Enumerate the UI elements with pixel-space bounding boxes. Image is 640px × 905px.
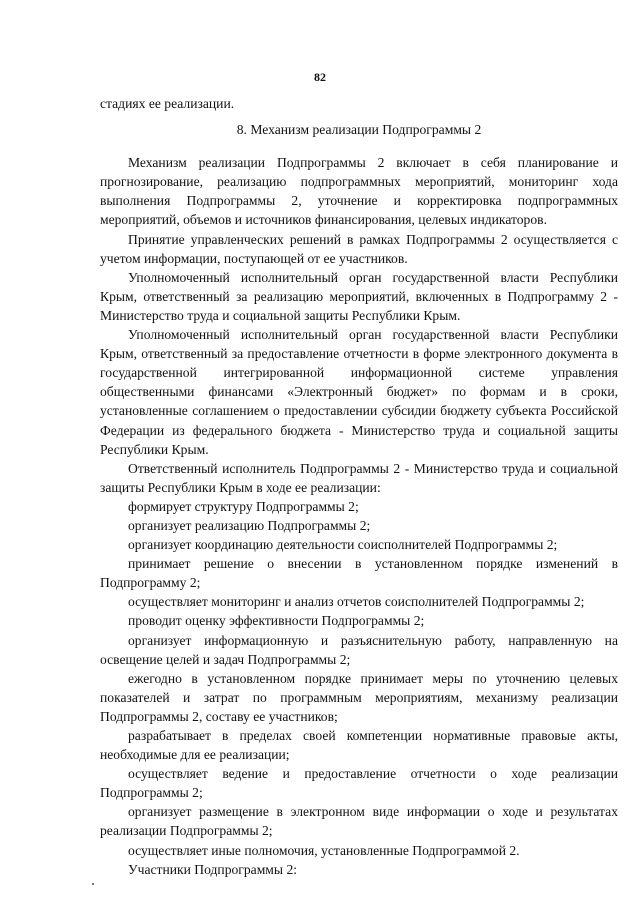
list-item: осуществляет иные полномочия, установленные Подпрограммой 2. xyxy=(128,842,520,858)
list-item: организует информационную и разъяснительную работу, направленную на освещение целей и задач Подпрограммы 2; xyxy=(100,632,618,667)
scan-artifact xyxy=(92,883,94,885)
paragraph-mechanism: Механизм реализации Подпрограммы 2 включает в себя планирование и прогнозирование, реализацию подпрограммных мероприятий, мониторинг хода выполнения Подпрограммы 2, уточнение и корректировка подпрограммных мероприятий, объемов и источников финансирования, целевых индикаторов. xyxy=(100,155,618,228)
document-body xyxy=(100,72,618,879)
participants-heading: Участники Подпрограммы 2: xyxy=(128,861,298,877)
list-item: организует координацию деятельности соисполнителей Подпрограммы 2; xyxy=(128,537,558,553)
list-item: формирует структуру Подпрограммы 2; xyxy=(128,498,359,514)
list-item: проводит оценку эффективности Подпрограммы 2; xyxy=(128,613,425,629)
list-item: осуществляет ведение и предоставление отчетности о ходе реализации Подпрограммы 2; xyxy=(100,766,618,801)
page-number: 82 xyxy=(314,70,326,84)
continuation-text: стадиях ее реализации. xyxy=(100,96,235,111)
list-item: организует размещение в электронном виде информации о ходе и результатах реализации Подпрограммы 2; xyxy=(100,804,618,839)
list-item: осуществляет мониторинг и анализ отчетов соисполнителей Подпрограммы 2; xyxy=(128,594,585,610)
list-item: организует реализацию Подпрограммы 2; xyxy=(128,517,371,533)
paragraph-authorized-body: Уполномоченный исполнительный орган государственной власти Республики Крым, ответственный за реализацию мероприятий, включенных в Подпрограмму 2 - Министерство труда и социальной защиты Республики Крым. xyxy=(100,269,618,323)
list-item: принимает решение о внесении в установленном порядке изменений в Подпрограмму 2; xyxy=(100,556,618,591)
list-item: разрабатывает в пределах своей компетенции нормативные правовые акты, необходимые для ее реализации; xyxy=(100,728,618,763)
section-title: 8. Механизм реализации Подпрограммы 2 xyxy=(236,122,482,138)
paragraph-responsible-executor: Ответственный исполнитель Подпрограммы 2 - Министерство труда и социальной защиты Республики Крым в ходе ее реализации: xyxy=(100,460,618,495)
paragraph-decisions: Принятие управленческих решений в рамках Подпрограммы 2 осуществляется с учетом информации, поступающей от ее участников. xyxy=(100,231,618,266)
list-item: ежегодно в установленном порядке принимает меры по уточнению целевых показателей и затрат по программным мероприятиям, механизму реализации Подпрограммы 2, составу ее участников; xyxy=(100,670,618,724)
paragraph-reporting-body: Уполномоченный исполнительный орган государственной власти Республики Крым, ответственный за предоставление отчетности в форме электронного документа в государственной интегрированной информационной системе управления общественными финансами «Электронный бюджет» по формам и в сроки, установленные соглашением о предоставлении субсидии бюджету субъекта Российской Федерации из федерального бюджета - Министерство труда и социальной защиты Республики Крым. xyxy=(100,327,618,457)
